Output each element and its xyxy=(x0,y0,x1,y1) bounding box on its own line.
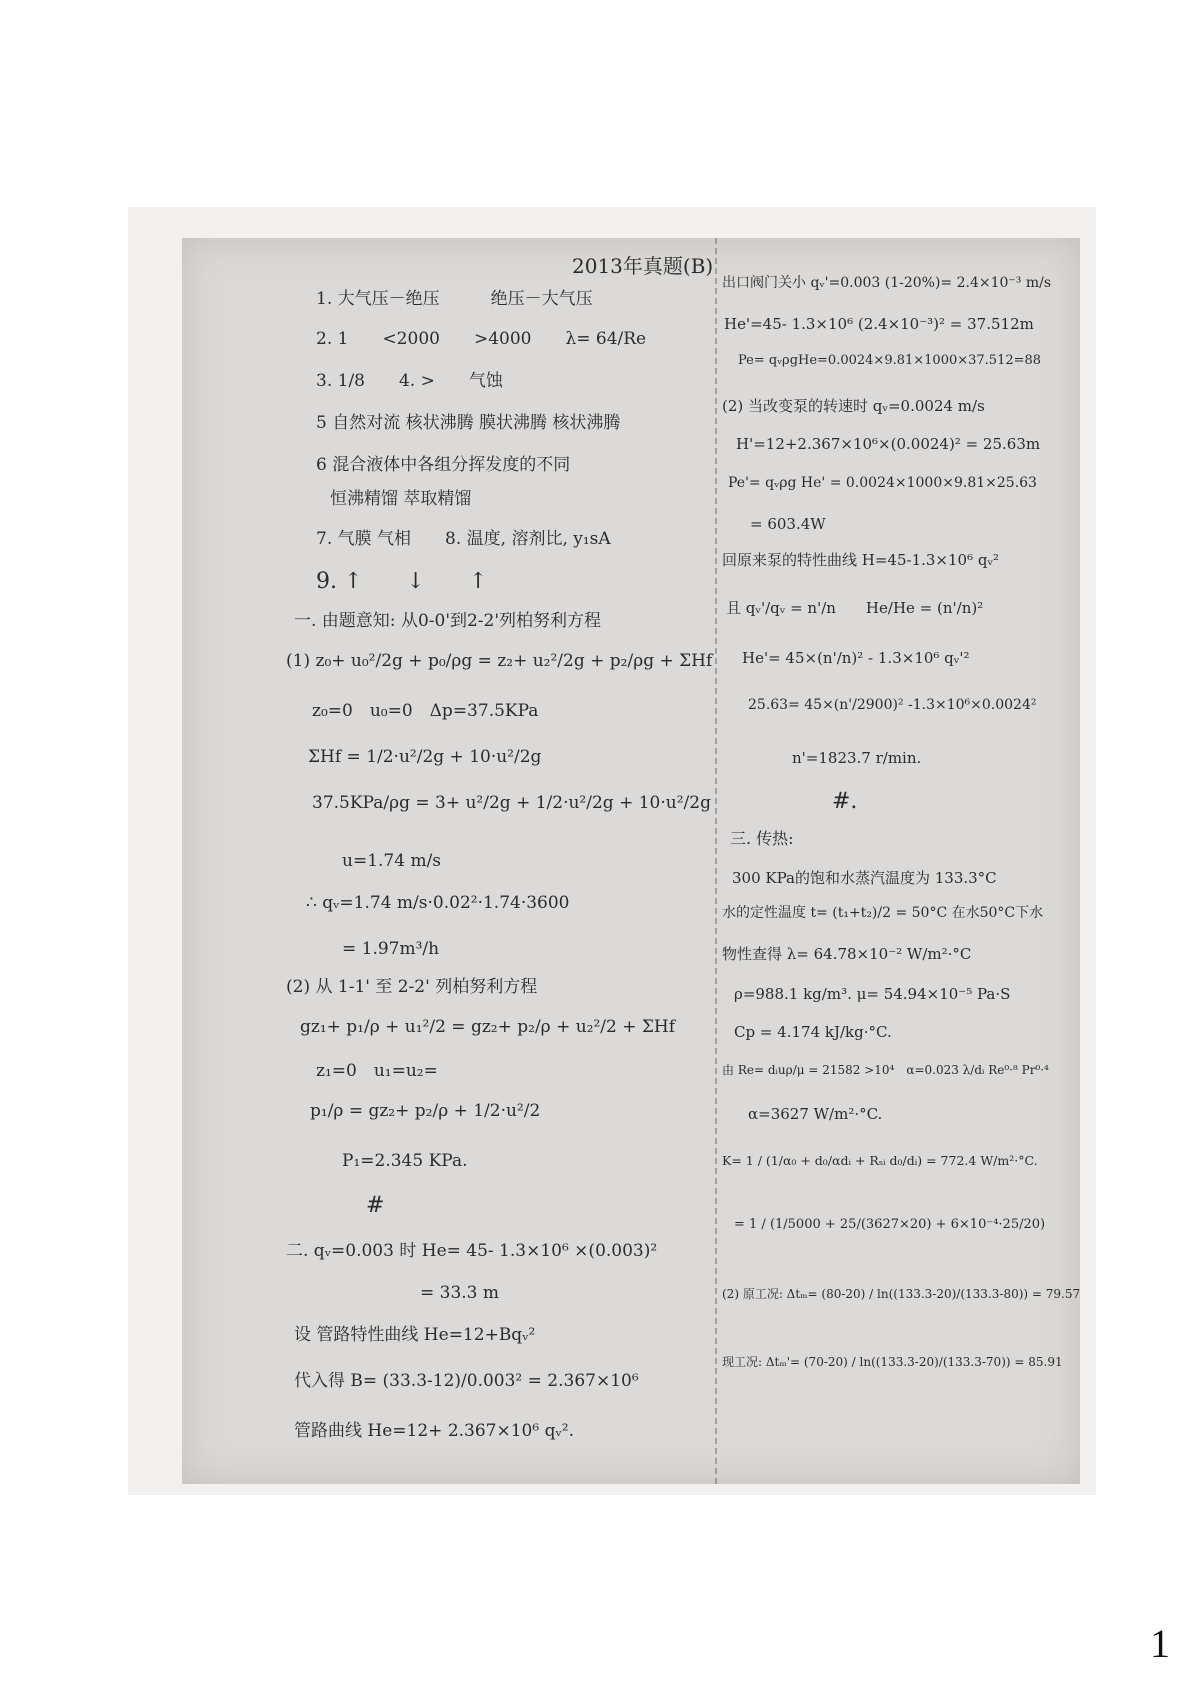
answer-line: 6 混合液体中各组分挥发度的不同 xyxy=(316,455,571,475)
answer-line: 2. 1 <2000 >4000 λ= 64/Re xyxy=(316,329,647,349)
equation-line: z₁=0 u₁=u₂= xyxy=(316,1061,438,1081)
equation-line: 300 KPa的饱和水蒸汽温度为 133.3°C xyxy=(732,869,997,887)
equation-line: p₁/ρ = gz₂+ p₂/ρ + 1/2·u²/2 xyxy=(310,1101,541,1121)
equation-line: α=3627 W/m²·°C. xyxy=(748,1105,883,1123)
answer-line: 恒沸精馏 萃取精馏 xyxy=(330,489,472,509)
equation-line: 且 qᵥ'/qᵥ = n'/n He/He = (n'/n)² xyxy=(726,599,984,617)
answer-line: 1. 大气压－绝压 绝压－大气压 xyxy=(316,289,593,309)
end-mark: #. xyxy=(832,789,858,814)
equation-line: 出口阀门关小 qᵥ'=0.003 (1-20%)= 2.4×10⁻³ m/s xyxy=(722,275,1052,291)
equation-line: ΣHf = 1/2·u²/2g + 10·u²/2g xyxy=(308,747,542,767)
equation-line: 水的定性温度 t= (t₁+t₂)/2 = 50°C 在水50°C下水 xyxy=(722,905,1044,921)
page-number: 1 xyxy=(1150,1621,1170,1666)
section-heading: (2) 从 1-1' 至 2-2' 列柏努利方程 xyxy=(286,977,538,997)
answer-line: 7. 气膜 气相 8. 温度, 溶剂比, y₁sA xyxy=(316,529,611,549)
equation-line: 物性查得 λ= 64.78×10⁻² W/m²·°C xyxy=(722,945,972,963)
equation-line: Cp = 4.174 kJ/kg·°C. xyxy=(734,1023,892,1041)
answer-line: 9. ↑ ↓ ↑ xyxy=(316,569,488,594)
equation-line: 回原来泵的特性曲线 H=45-1.3×10⁶ qᵥ² xyxy=(722,551,1000,569)
equation-line: ρ=988.1 kg/m³. μ= 54.94×10⁻⁵ Pa·S xyxy=(734,985,1011,1003)
document-title: 2013年真题(B) xyxy=(572,254,714,278)
equation-line: Pe= qᵥρgHe=0.0024×9.81×1000×37.512=88 xyxy=(738,353,1042,368)
equation-line: = 33.3 m xyxy=(420,1283,500,1303)
equation-line: 现工况: Δtₘ'= (70-20) / ln((133.3-20)/(133.3-70)) = 85.91 xyxy=(722,1355,1063,1369)
equation-line: ∴ qᵥ=1.74 m/s·0.02²·1.74·3600 xyxy=(306,893,570,913)
equation-line: (2) 原工况: Δtₘ= (80-20) / ln((133.3-20)/(133.3-80)) = 79.57 xyxy=(722,1287,1081,1301)
equation-line: P₁=2.345 KPa. xyxy=(342,1151,468,1171)
equation-line: H'=12+2.367×10⁶×(0.0024)² = 25.63m xyxy=(736,435,1041,453)
equation-line: K= 1 / (1/α₀ + d₀/αdᵢ + Rₛᵢ d₀/dᵢ) = 772.4 W/m²·°C. xyxy=(722,1153,1038,1168)
equation-line: 管路曲线 He=12+ 2.367×10⁶ qᵥ². xyxy=(294,1421,575,1441)
end-mark: # xyxy=(366,1193,385,1218)
answer-line: 5 自然对流 核状沸腾 膜状沸腾 核状沸腾 xyxy=(316,413,621,433)
equation-line: gz₁+ p₁/ρ + u₁²/2 = gz₂+ p₂/ρ + u₂²/2 + ΣHf xyxy=(300,1017,676,1037)
equation-line: (1) z₀+ u₀²/2g + p₀/ρg = z₂+ u₂²/2g + p₂/ρg + ΣHf xyxy=(286,651,713,671)
column-divider xyxy=(715,238,717,1484)
equation-line: 25.63= 45×(n'/2900)² -1.3×10⁶×0.0024² xyxy=(748,697,1037,713)
equation-line: = 603.4W xyxy=(750,515,826,533)
section-heading: 三. 传热: xyxy=(730,829,794,848)
equation-line: = 1.97m³/h xyxy=(342,939,440,959)
equation-line: 37.5KPa/ρg = 3+ u²/2g + 1/2·u²/2g + 10·u²/2g xyxy=(312,793,711,813)
scanned-answer-sheet xyxy=(182,238,1080,1484)
section-heading: (2) 当改变泵的转速时 qᵥ=0.0024 m/s xyxy=(722,397,985,415)
equation-line: n'=1823.7 r/min. xyxy=(792,749,922,767)
equation-line: He'= 45×(n'/n)² - 1.3×10⁶ qᵥ'² xyxy=(742,649,970,667)
equation-line: 代入得 B= (33.3-12)/0.003² = 2.367×10⁶ xyxy=(294,1371,639,1391)
equation-line: z₀=0 u₀=0 Δp=37.5KPa xyxy=(312,701,539,721)
equation-line: 由 Re= dᵢuρ/μ = 21582 >10⁴ α=0.023 λ/dᵢ Re⁰·⁸ Pr⁰·⁴ xyxy=(722,1063,1049,1077)
section-heading: 一. 由题意知: 从0-0'到2-2'列柏努利方程 xyxy=(294,611,602,631)
left-column xyxy=(182,238,712,1484)
equation-line: He'=45- 1.3×10⁶ (2.4×10⁻³)² = 37.512m xyxy=(724,315,1034,333)
answer-line: 3. 1/8 4. > 气蚀 xyxy=(316,371,503,391)
equation-line: 设 管路特性曲线 He=12+Bqᵥ² xyxy=(294,1325,536,1345)
equation-line: Pe'= qᵥρg He' = 0.0024×1000×9.81×25.63 xyxy=(728,475,1037,491)
right-column xyxy=(722,238,1080,1484)
equation-line: u=1.74 m/s xyxy=(342,851,442,871)
section-heading: 二. qᵥ=0.003 时 He= 45- 1.3×10⁶ ×(0.003)² xyxy=(286,1241,658,1261)
equation-line: = 1 / (1/5000 + 25/(3627×20) + 6×10⁻⁴·25/20) xyxy=(734,1217,1046,1232)
